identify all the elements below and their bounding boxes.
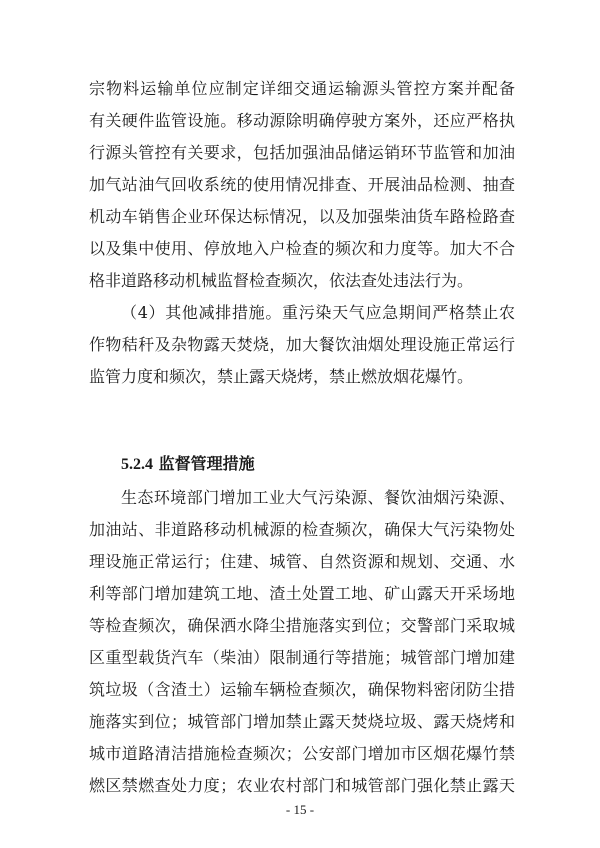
paragraph1-line-4: 加气站油气回收系统的使用情况排查、开展油品检测、抽查 xyxy=(89,175,515,194)
paragraph2-line-1: （4）其他减排措施。重污染天气应急期间严格禁止农 xyxy=(121,303,515,322)
paragraph1-line-3: 行源头管控有关要求，包括加强油品储运销环节监管和加油 xyxy=(89,143,515,162)
page-number: - 15 - xyxy=(285,802,315,817)
paragraph3-line-2: 加油站、非道路移动机械源的检查频次，确保大气污染物处 xyxy=(89,520,515,539)
paragraph2-line-3: 监管力度和频次，禁止露天烧烤，禁止燃放烟花爆竹。 xyxy=(89,367,474,386)
paragraph3-line-5: 等检查频次，确保洒水降尘措施落实到位；交警部门采取城 xyxy=(89,616,515,635)
section-number: 5.2.4 xyxy=(121,456,153,473)
paragraph3-line-9: 城市道路清洁措施检查频次；公安部门增加市区烟花爆竹禁 xyxy=(89,744,515,763)
paragraph3-line-3: 理设施正常运行；住建、城管、自然资源和规划、交通、水 xyxy=(89,552,515,571)
paragraph1-line-7: 格非道路移动机械监督检查频次，依法查处违法行为。 xyxy=(89,271,474,290)
paragraph3-line-6: 区重型载货汽车（柴油）限制通行等措施；城管部门增加建 xyxy=(89,648,515,667)
paragraph3-line-4: 利等部门增加建筑工地、渣土处置工地、矿山露天开采场地 xyxy=(89,584,515,603)
paragraph3-line-10: 燃区禁燃查处力度；农业农村部门和城管部门强化禁止露天 xyxy=(89,776,515,795)
paragraph3-line-7: 筑垃圾（含渣土）运输车辆检查频次，确保物料密闭防尘措 xyxy=(89,680,515,699)
paragraph2-line-2: 作物秸秆及杂物露天焚烧，加大餐饮油烟处理设施正常运行 xyxy=(89,335,515,354)
section-title: 监督管理措施 xyxy=(158,454,255,473)
paragraph3-line-8: 施落实到位；城管部门增加禁止露天焚烧垃圾、露天烧烤和 xyxy=(89,712,515,731)
paragraph1-line-6: 以及集中使用、停放地入户检查的频次和力度等。加大不合 xyxy=(89,239,515,258)
paragraph3-line-1: 生态环境部门增加工业大气污染源、餐饮油烟污染源、 xyxy=(121,488,515,507)
paragraph1-line-5: 机动车销售企业环保达标情况，以及加强柴油货车路检路查 xyxy=(89,207,515,226)
paragraph1-line-1: 宗物料运输单位应制定详细交通运输源头管控方案并配备 xyxy=(89,79,515,98)
section-heading xyxy=(121,452,255,476)
paragraph1-line-2: 有关硬件监管设施。移动源除明确停驶方案外，还应严格执 xyxy=(89,111,515,130)
